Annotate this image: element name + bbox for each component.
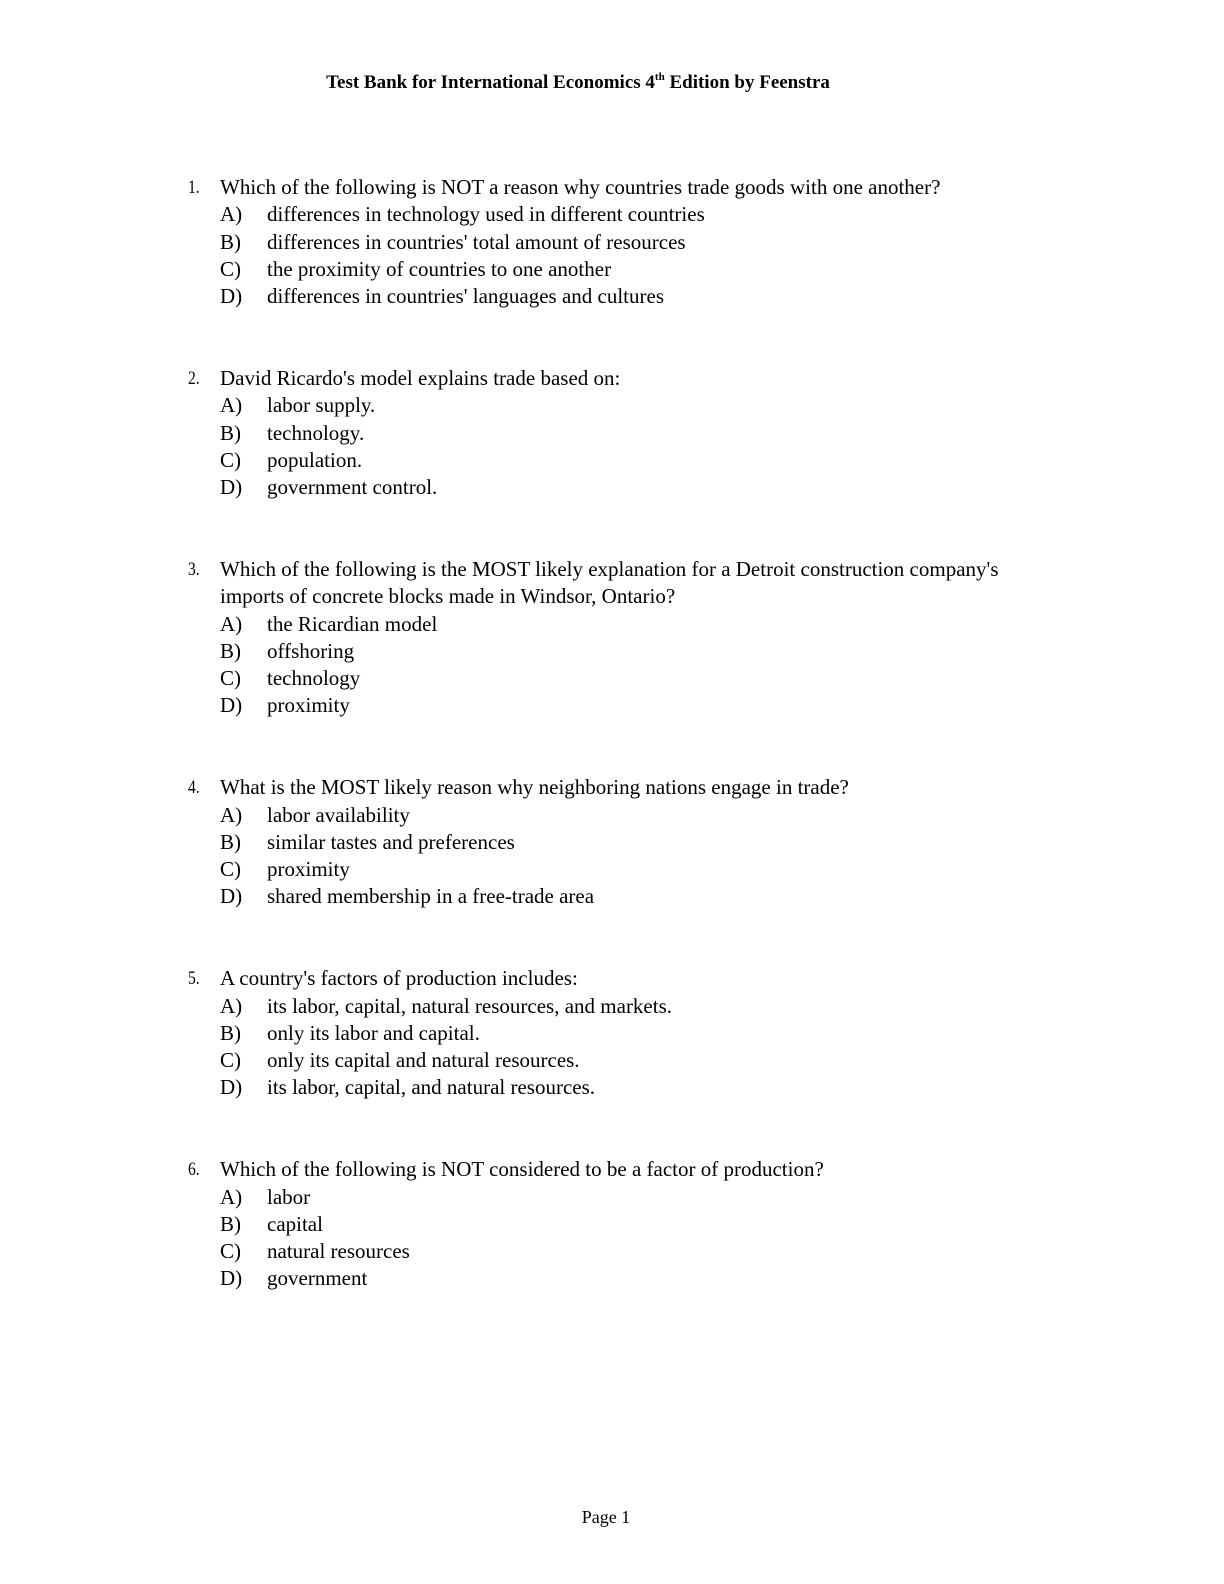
option-c — [0, 1047, 1224, 1074]
question-number: 3. — [188, 558, 200, 580]
option-text: labor — [267, 1184, 311, 1209]
title-suffix: Edition by Feenstra — [664, 72, 830, 93]
question-6 — [0, 1156, 1224, 1292]
option-letter: C) — [220, 666, 241, 691]
option-d — [0, 1265, 1224, 1292]
question-text: David Ricardo's model explains trade based on: — [220, 365, 621, 390]
option-letter: D) — [220, 475, 243, 500]
title-main: Test Bank for International Economics 4 — [326, 72, 655, 93]
option-letter: B) — [220, 638, 241, 663]
option-c — [0, 447, 1224, 474]
question-text: Which of the following is the MOST likely explanation for a Detroit construction company's imports of concrete blocks made in Windsor, Ontario? — [220, 556, 999, 609]
page-number: Page 1 — [581, 1507, 631, 1527]
question-number: 2. — [188, 367, 200, 389]
question-number: 6. — [188, 1159, 200, 1181]
option-c — [0, 665, 1224, 692]
question-1 — [0, 174, 1224, 310]
option-d — [0, 474, 1224, 501]
question-3 — [0, 556, 1224, 720]
question-5 — [0, 965, 1224, 1101]
option-letter: C) — [220, 447, 241, 472]
question-list — [0, 174, 1224, 1347]
option-letter: B) — [220, 829, 241, 854]
option-a — [0, 611, 1224, 638]
question-text: Which of the following is NOT considered to be a factor of production? — [220, 1157, 824, 1182]
option-text: differences in technology used in different countries — [267, 202, 705, 227]
question-4 — [0, 774, 1224, 910]
option-text: shared membership in a free-trade area — [267, 884, 595, 909]
option-letter: B) — [220, 1211, 241, 1236]
option-letter: A) — [220, 802, 243, 827]
option-d — [0, 692, 1224, 719]
option-letter: A) — [220, 993, 243, 1018]
option-text: technology. — [267, 420, 365, 445]
option-letter: C) — [220, 1048, 241, 1073]
question-text: A country's factors of production includes: — [220, 966, 578, 991]
option-d — [0, 283, 1224, 310]
option-d — [0, 883, 1224, 910]
option-b — [0, 229, 1224, 256]
option-a — [0, 201, 1224, 228]
option-c — [0, 856, 1224, 883]
question-text: What is the MOST likely reason why neighboring nations engage in trade? — [220, 775, 849, 800]
option-d — [0, 1074, 1224, 1101]
question-number: 5. — [188, 968, 200, 990]
option-letter: A) — [220, 202, 243, 227]
option-b — [0, 420, 1224, 447]
option-letter: D) — [220, 1075, 243, 1100]
option-text: only its capital and natural resources. — [267, 1048, 580, 1073]
option-text: technology — [267, 666, 361, 691]
option-b — [0, 1211, 1224, 1238]
option-text: differences in countries' languages and cultures — [267, 284, 665, 309]
option-text: government control. — [267, 475, 438, 500]
option-c — [0, 256, 1224, 283]
question-text: Which of the following is NOT a reason why countries trade goods with one another? — [220, 175, 941, 199]
option-letter: B) — [220, 420, 241, 445]
option-letter: D) — [220, 693, 243, 718]
option-text: labor supply. — [267, 393, 376, 418]
question-2 — [0, 365, 1224, 501]
option-text: its labor, capital, natural resources, and markets. — [267, 993, 673, 1018]
option-letter: C) — [220, 857, 241, 882]
option-letter: C) — [220, 256, 241, 281]
option-c — [0, 1238, 1224, 1265]
option-a — [0, 1184, 1224, 1211]
option-text: only its labor and capital. — [267, 1020, 480, 1045]
option-text: the proximity of countries to one another — [267, 256, 612, 281]
option-text: population. — [267, 447, 363, 472]
option-letter: D) — [220, 884, 243, 909]
option-text: its labor, capital, and natural resources. — [267, 1075, 596, 1100]
page-title — [0, 70, 1156, 96]
option-text: offshoring — [267, 638, 355, 663]
option-a — [0, 993, 1224, 1020]
option-a — [0, 802, 1224, 829]
option-letter: D) — [220, 284, 243, 309]
option-letter: D) — [220, 1266, 243, 1291]
option-text: labor availability — [267, 802, 410, 827]
option-a — [0, 392, 1224, 419]
option-letter: B) — [220, 1020, 241, 1045]
option-letter: B) — [220, 229, 241, 254]
option-text: proximity — [267, 857, 350, 882]
option-text: government — [267, 1266, 368, 1291]
option-letter: A) — [220, 393, 243, 418]
option-text: proximity — [267, 693, 350, 718]
question-number: 1. — [188, 177, 200, 198]
option-b — [0, 638, 1224, 665]
option-letter: A) — [220, 1184, 243, 1209]
question-number: 4. — [188, 777, 200, 799]
option-b — [0, 829, 1224, 856]
option-letter: A) — [220, 611, 243, 636]
title-superscript: th — [654, 71, 665, 83]
option-text: natural resources — [267, 1239, 410, 1264]
option-text: differences in countries' total amount of resources — [267, 229, 686, 254]
option-b — [0, 1020, 1224, 1047]
option-text: capital — [267, 1211, 323, 1236]
option-letter: C) — [220, 1239, 241, 1264]
option-text: the Ricardian model — [267, 611, 438, 636]
option-text: similar tastes and preferences — [267, 829, 515, 854]
